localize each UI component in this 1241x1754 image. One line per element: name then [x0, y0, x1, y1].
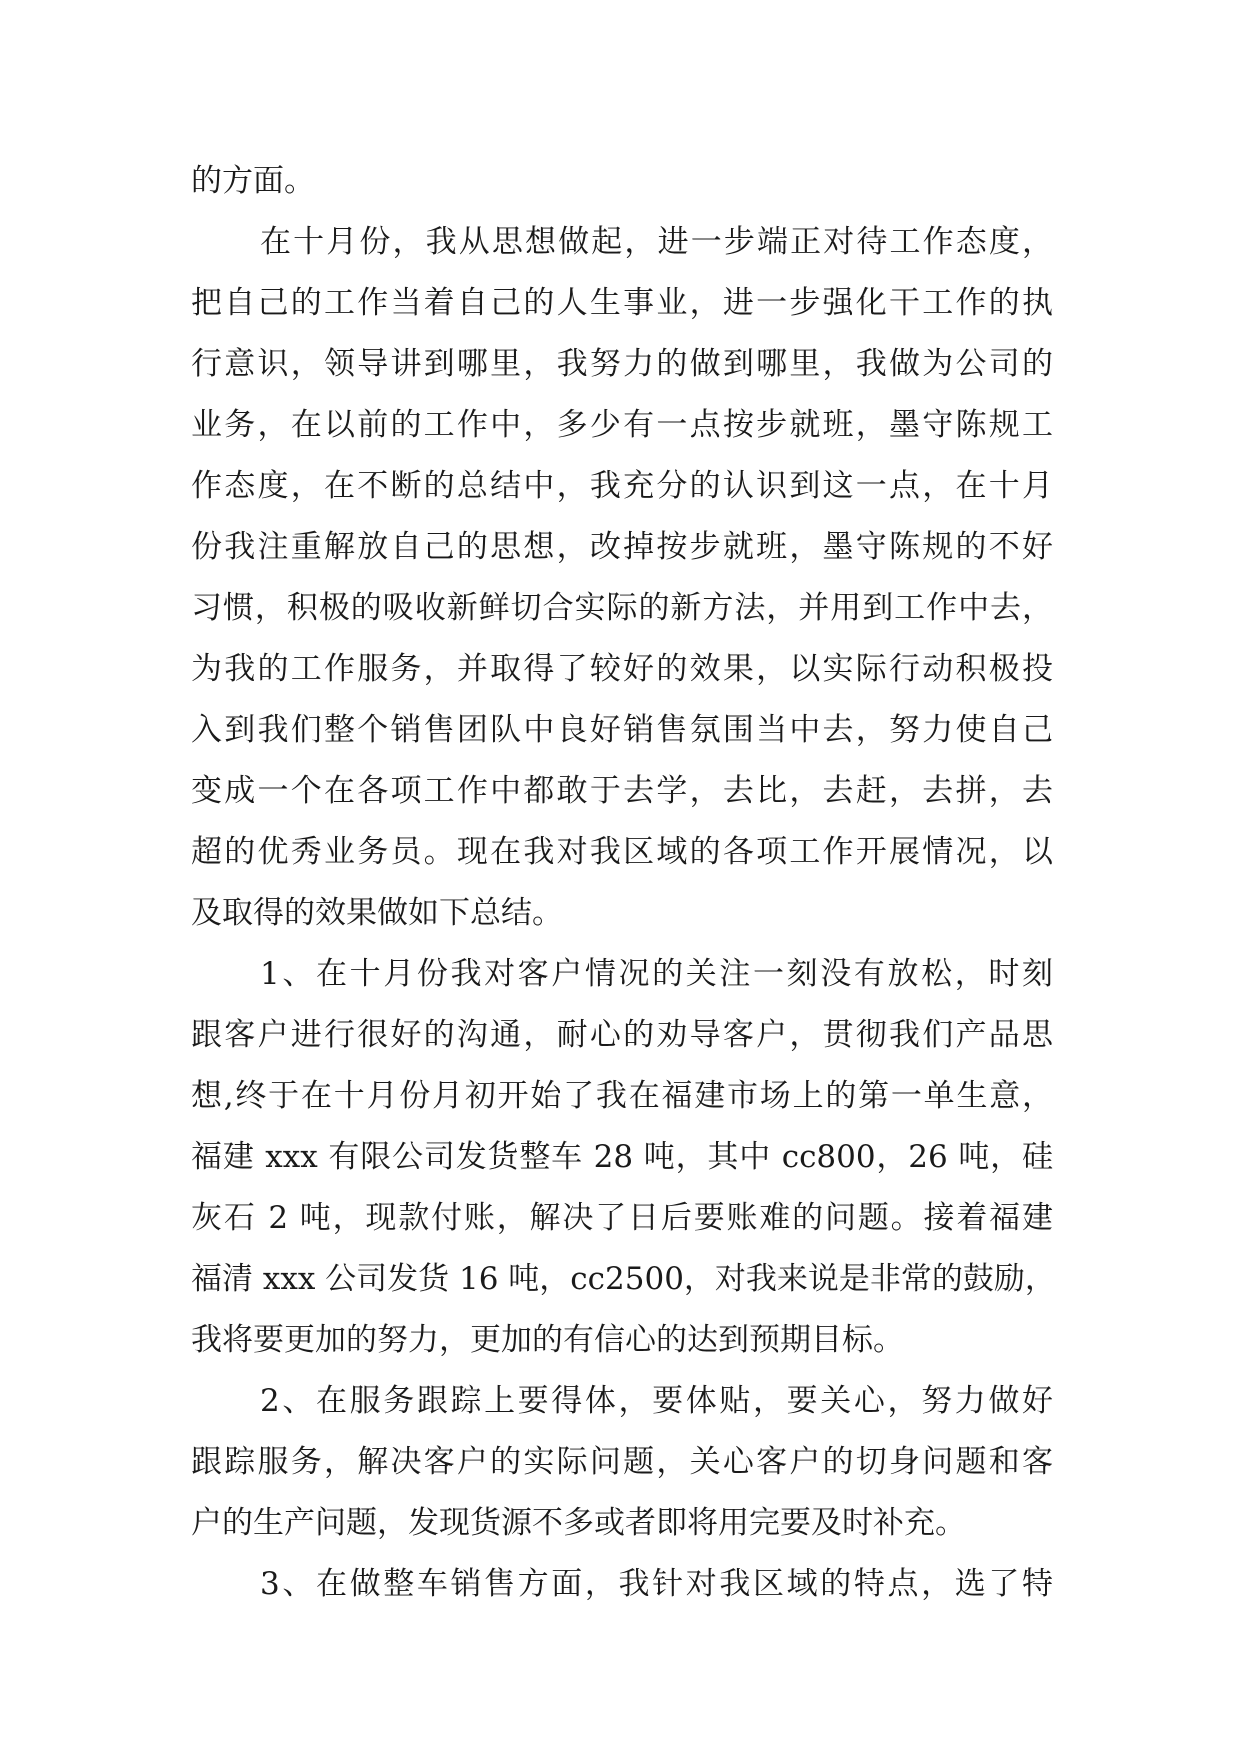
text-line: 我将要更加的努力，更加的有信心的达到预期目标。: [191, 1322, 904, 1358]
text-line: 把自己的工作当着自己的人生事业，进一步强化干工作的执: [191, 285, 1053, 321]
paragraph: [191, 1371, 1053, 1554]
text-line: 在十月份，我从思想做起，进一步端正对待工作态度，: [260, 224, 1053, 260]
text-line: 灰石 2 吨，现款付账，解决了日后要账难的问题。接着福建: [191, 1200, 1053, 1236]
text-line: 2、在服务跟踪上要得体，要体贴，要关心，努力做好: [260, 1383, 1053, 1419]
text-line: 为我的工作服务，并取得了较好的效果，以实际行动积极投: [191, 651, 1053, 687]
text-line: 跟踪服务，解决客户的实际问题，关心客户的切身问题和客: [191, 1444, 1053, 1480]
text-line: 3、在做整车销售方面，我针对我区域的特点，选了特: [260, 1566, 1053, 1602]
paragraph: [191, 1554, 1053, 1615]
text-line: 变成一个在各项工作中都敢于去学，去比，去赶，去拼，去: [191, 773, 1053, 809]
text-line: 户的生产问题，发现货源不多或者即将用完要及时补充。: [191, 1505, 966, 1541]
text-line: 行意识，领导讲到哪里，我努力的做到哪里，我做为公司的: [191, 346, 1053, 382]
text-line: 跟客户进行很好的沟通，耐心的劝导客户，贯彻我们产品思: [191, 1017, 1053, 1053]
text-line: 福建 xxx 有限公司发货整车 28 吨，其中 cc800，26 吨，硅: [191, 1139, 1053, 1175]
text-line: 份我注重解放自己的思想，改掉按步就班，墨守陈规的不好: [191, 529, 1053, 565]
text-line: 的方面。: [191, 163, 315, 199]
text-line: 福清 xxx 公司发货 16 吨，cc2500，对我来说是非常的鼓励，: [191, 1261, 1056, 1297]
text-line: 习惯，积极的吸收新鲜切合实际的新方法，并用到工作中去，: [191, 590, 1053, 626]
text-line: 及取得的效果做如下总结。: [191, 895, 563, 931]
text-line: 入到我们整个销售团队中良好销售氛围当中去，努力使自己: [191, 712, 1053, 748]
text-line: 1、在十月份我对客户情况的关注一刻没有放松，时刻: [260, 956, 1053, 992]
paragraph: [191, 944, 1056, 1371]
document-body: [191, 151, 1056, 1615]
text-line: 想,终于在十月份月初开始了我在福建市场上的第一单生意，: [191, 1078, 1053, 1114]
paragraph: [191, 151, 1053, 212]
text-line: 作态度，在不断的总结中，我充分的认识到这一点，在十月: [191, 468, 1053, 504]
text-line: 超的优秀业务员。现在我对我区域的各项工作开展情况，以: [191, 834, 1053, 870]
text-line: 业务，在以前的工作中，多少有一点按步就班，墨守陈规工: [191, 407, 1053, 443]
paragraph: [191, 212, 1053, 944]
